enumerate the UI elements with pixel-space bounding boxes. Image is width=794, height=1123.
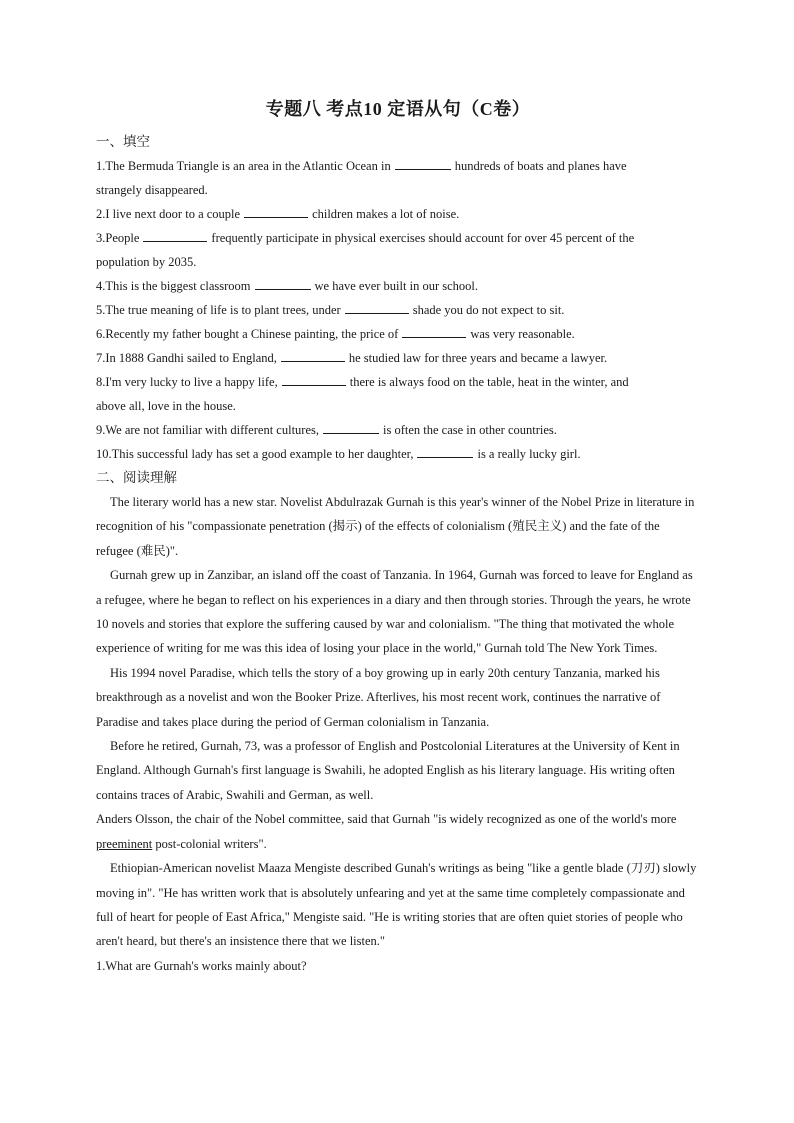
fill-item-9: 9.We are not familiar with different cultures, is often the case in other countries. [96, 418, 700, 442]
answer-blank-4[interactable] [255, 275, 311, 290]
fill-item-2: 2.I live next door to a couple children makes a lot of noise. [96, 202, 700, 226]
answer-blank-3[interactable] [143, 227, 207, 242]
reading-paragraph-3: His 1994 novel Paradise, which tells the story of a boy growing up in early 20th century Tanzania, marked his breakthrough as a novelist and won the Booker Prize. Afterlives, his most recent work, continues the narrative of Paradise and takes place during the period of German colonialism in Tanzania. [96, 665, 661, 729]
fill-item-10: 10.This successful lady has set a good example to her daughter, is a really lucky girl. [96, 442, 700, 466]
fill-item-7: 7.In 1888 Gandhi sailed to England, he studied law for three years and became a lawyer. [96, 346, 700, 370]
answer-blank-10[interactable] [417, 443, 473, 458]
page-title: 专题八 考点10 定语从句（C卷） [265, 99, 531, 119]
reading-paragraph-2: Gurnah grew up in Zanzibar, an island off the coast of Tanzania. In 1964, Gurnah was forced to leave for England as a refugee, where he began to reflect on his experiences in a diary and then through stories. Through the years, he wrote 10 novels and stories that explore the suffering caused by war and colonialism. "The thing that motivated the whole experience of writing for me was this idea of losing your place in the world," Gurnah told The New York Times. [96, 568, 693, 656]
section-heading-reading: 二、阅读理解 [96, 470, 177, 485]
answer-blank-9[interactable] [323, 419, 379, 434]
reading-question-1: 1.What are Gurnah's works mainly about? [96, 958, 307, 973]
reading-paragraph-1: The literary world has a new star. Novelist Abdulrazak Gurnah is this year's winner of the Nobel Prize in literature in recognition of his "compassionate penetration (揭示) of the effects of colonialism (殖民主义) and the fate of the refugee (难民)". [96, 495, 695, 558]
answer-blank-1[interactable] [395, 155, 451, 170]
document-page [96, 96, 700, 978]
fill-item-4: 4.This is the biggest classroom we have ever built in our school. [96, 274, 700, 298]
fill-item-5: 5.The true meaning of life is to plant trees, under shade you do not expect to sit. [96, 298, 700, 322]
answer-blank-5[interactable] [345, 299, 409, 314]
fill-item-1: 1.The Bermuda Triangle is an area in the Atlantic Ocean in hundreds of boats and planes have [96, 154, 700, 178]
reading-paragraph-olsson: Anders Olsson, the chair of the Nobel committee, said that Gurnah "is widely recognized as one of the world's more preeminent post-colonial writers". [96, 812, 677, 851]
reading-paragraph-mengiste: Ethiopian-American novelist Maaza Mengiste described Gunah's writings as being "like a gentle blade (刀刃) slowly moving in". "He has written work that is absolutely unfearing and yet at the same time completely compassionate and full of heart for people of East Africa," Mengiste said. "He is writing stories that are often quiet stories of people who aren't heard, but there's an insistence there that we listen." [96, 861, 697, 949]
section-heading-fill-blanks: 一、填空 [96, 134, 150, 149]
fill-item-3: 3.People frequently participate in physical exercises should account for over 45 percent of the [96, 226, 700, 250]
fill-item-3-continuation: population by 2035. [96, 255, 197, 269]
underlined-word: preeminent [96, 836, 153, 851]
answer-blank-8[interactable] [282, 371, 346, 386]
fill-item-1-continuation: strangely disappeared. [96, 183, 208, 197]
fill-item-8: 8.I'm very lucky to live a happy life, there is always food on the table, heat in the winter, and [96, 370, 700, 394]
fill-item-6: 6.Recently my father bought a Chinese painting, the price of was very reasonable. [96, 322, 700, 346]
reading-paragraph-4: Before he retired, Gurnah, 73, was a professor of English and Postcolonial Literatures at the University of Kent in England. Although Gurnah's first language is Swahili, he adopted English as his literary language. His writing often contains traces of Arabic, Swahili and German, as well. [96, 739, 680, 802]
answer-blank-7[interactable] [281, 347, 345, 362]
answer-blank-2[interactable] [244, 203, 308, 218]
answer-blank-6[interactable] [402, 323, 466, 338]
fill-item-8-continuation: above all, love in the house. [96, 399, 236, 413]
